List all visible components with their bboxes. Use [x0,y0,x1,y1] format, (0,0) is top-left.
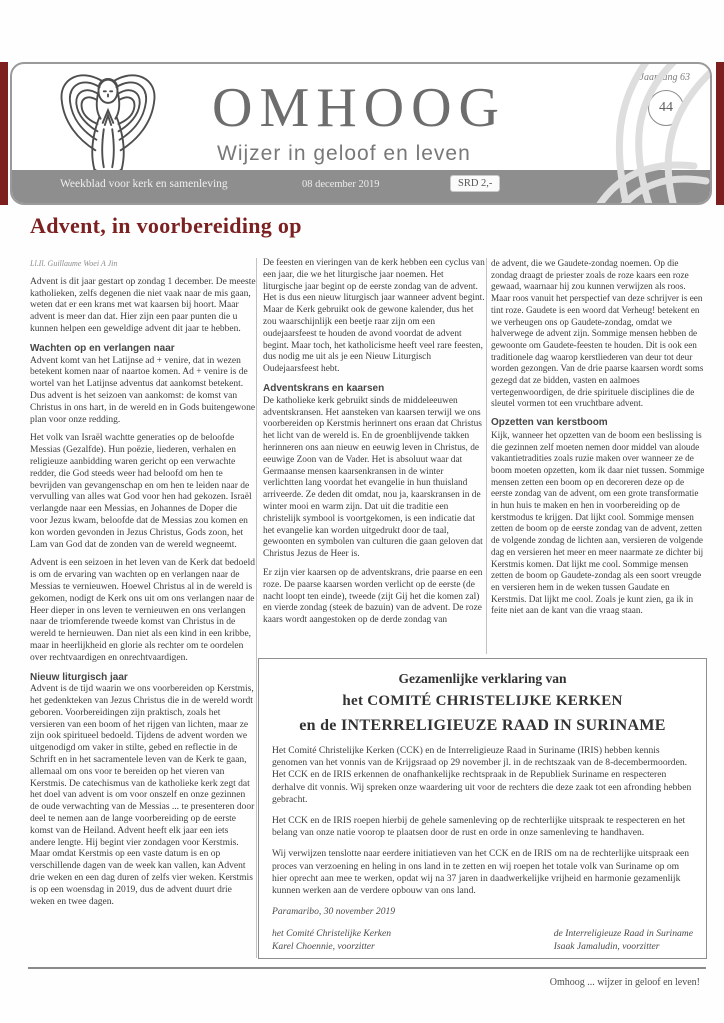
tagline: Weekblad voor kerk en samenleving [60,178,228,190]
paragraph: Het volk van Israël wachtte generaties op de beloofde Messias (Gezalfde). Hun poëzie, liederen, verhalen en religieuze aanbidding waren gericht op een verwachte redder, die God steeds weer had beloofd om hen te bevrijden van gevangenschap en om hen te leiden naar de vervulling van alles wat God voor hen had gekozen. Israël verlangde naar een Messias, en Johannes de Doper die voor Jezus kwam, beloofde dat de Messias zou komen en kon worden gevonden in Jezus Christus, Gods zoon, het Lam van God dat de zonden van de wereld wegneemt. [30,433,252,550]
masthead [10,62,712,205]
statement-place-date: Paramaribo, 30 november 2019 [272,906,396,918]
issue-date: 08 december 2019 [302,179,380,190]
article-column-2 [263,258,485,656]
wings-watermark-icon [532,64,712,205]
statement-title-line2: het COMITÉ CHRISTELIJKE KERKEN [342,693,623,709]
paragraph: de advent, die we Gaudete-zondag noemen. Op die zondag draagt de priester zoals de roze kaars een roze gewaad, waarnaar hij zou kunnen verwijzen als roos. Maar roos vanuit het perspectief van deze schrijver is een tint roze. Gaudete is een woord dat Verheug! betekent en we verheugen ons op Gaudete-zondag, omdat we halverwege de advent zijn. Sommige mensen hebben de gewoonte om Gaudete-feesten te houden. Dit is ook een traditionele dag waarop kerstliederen van deur tot deur worden gezongen. Van de drie paarse kaarsen wordt soms gezegd dat ze bidden, vasten en aalmoes vertegenwoordigen, de drie spirituele disciplines die de sleutel vormen tot een vruchtbare advent. [491,258,704,409]
price-badge: SRD 2,- [450,175,500,192]
volume-label: Jaargang 63 [639,72,690,83]
paragraph: Advent is de tijd waarin we ons voorbereiden op Kerstmis, het gedenkteken van Jezus Christus die in de wereld wordt geboren. Voorbereidingen zijn praktisch, zoals het versieren van een boom of het rijgen van lichten, maar ze zijn ook spiritueel bedoeld. Tijdens de advent worden we uitgenodigd om vaker in stilte, gebed en reflectie in de Schrift en in het sacramentele leven van de Kerk te gaan, allemaal om ons voor te bereiden op het vieren van Kerstmis. De catechismus van de katholieke kerk zegt dat het doel van advent is om voor onszelf en onze gezinnen de oude verwachting van de Messias ... te presenteren door deel te nemen aan de lange voorbereiding op de eerste komst van de Heiland. Advent heeft elk jaar een iets andere lengte. Hij begint vier zondagen voor Kerstmis. Maar omdat Kerstmis op een vaste datum is en op verschillende dagen van de week kan vallen, kan Advent drie weken en een dag duren of zelfs vier weken. Kerstmis is op een woensdag in 2019, dus de advent duurt drie weken en twee dagen. [30,684,255,907]
right-accent-bar [716,62,724,205]
signature-name: Karel Choennie, voorzitter [272,941,375,953]
paragraph: De katholieke kerk gebruikt sinds de middeleeuwen adventskransen. Het aansteken van kaarsen terwijl we ons voorbereiden op Kerstmis herinnert ons eraan dat Christus het licht van de wereld is. En de groenblijvende takken herinneren ons aan nieuw en eeuwig leven in Christus, de eeuwige Zoon van de Vader. Het is absoluut waar dat Germaanse mensen kaarsenkransen in de winter verlichtten lang voordat het evangelie in hun thuisland arriveerde. Ze deden dit omdat, nou ja, kaarskransen in de winter mooi en warm zijn. Dat uit die traditie een christelijk symbool is voortgekomen, is een indicatie dat het evangelie kan worden uitgedrukt door de taal, gewoonten en symbolen van culturen die gaan geloven dat Christus Jezus de Heer is. [263,395,483,560]
paragraph: Advent is dit jaar gestart op zondag 1 december. De meeste katholieken, zelfs degenen die niet vaak naar de mis gaan, weten dat er een krans met wat kaarsen bij hoort. Maar advent is meer dan dat. Hier zijn een paar punten die u kunnen helpen een geweldige advent dit jaar te hebben. [30,276,256,334]
signature-org: de Interreligieuze Raad in Suriname [553,928,693,940]
section-heading: Nieuw liturgisch jaar [30,671,128,683]
statement-paragraph: Het CCK en de IRIS roepen hierbij de gehele samenleving op de rechterlijke uitspraak te respecteren en het belang van onze natie voorop te plaatsen door de rust en orde in onze samenleving te handhaven. [272,815,686,839]
article-byline: Ll.Il. Guillaume Woei A Jin [30,259,118,268]
statement-paragraph: Wij verwijzen tenslotte naar eerdere initiatieven van het CCK en de IRIS om na de rechterlijke uitspraak een proces van verzoening en heling in ons land in te zetten en wij roepen het totale volk van Suriname op om hier oprecht aan mee te werken, opdat wij na 37 jaren in daadwerkelijke vrijheid en harmonie gezamenlijk kunnen werken aan de verdere opbouw van ons land. [272,848,690,897]
signature-left [272,927,391,953]
statement-paragraph: Het Comité Christelijke Kerken (CCK) en de Interreligieuze Raad in Suriname (IRIS) hebben kennis genomen van het vonnis van de Krijgsraad op 29 november jl. in de rechtszaak van de 8-decembermoorden. Het CCK en de IRIS erkennen de onafhankelijke rechtspraak in de Republiek Suriname en respecteren derhalve dit vonnis. Wij spreken onze waardering uit voor de rechters die deze zaak tot een afronding hebben gebracht. [272,745,692,805]
article-column-3 [491,258,706,656]
article-headline: Advent, in voorbereiding op [30,213,302,238]
signature-name: Isaak Jamaludin, voorzitter [553,941,660,953]
article-column-1 [30,258,256,962]
section-heading: Adventskrans en kaarsen [263,382,385,394]
publication-subtitle: Wijzer in geloof en leven [217,142,471,165]
angel-logo [54,66,162,184]
footer-motto: Omhoog ... wijzer in geloof en leven! [549,977,700,988]
footer-rule [28,967,706,969]
paragraph: Advent is een seizoen in het leven van de Kerk dat bedoeld is om de ervaring van wachten op en verlangen naar de Messias te vernieuwen. Hoewel Christus al in de wereld is gekomen, nodigt de Kerk ons uit om ons verlangen naar de Heer dieper in ons leven te vernieuwen en ons verlangen naar de triomferende tweede komst van Christus in de wereld te hernieuwen. Dan niet als een kind in een kribbe, maar in heerlijkheid en glorie als rechter om te oordelen over rechtvaardigen en onrechtvaardigen. [30,558,256,663]
left-accent-bar [0,62,8,205]
statement-signatures [272,927,693,953]
joint-statement-box [258,658,707,959]
signature-right [554,927,693,953]
signature-org: het Comité Christelijke Kerken [272,928,392,940]
section-heading: Opzetten van kerstboom [491,417,608,429]
section-heading: Wachten op en verlangen naar [30,342,175,354]
statement-title-line1: Gezamenlijke verklaring van [398,671,567,686]
paragraph: Kijk, wanneer het opzetten van de boom een beslissing is die gezinnen zelf moeten nemen door middel van aloude vakantietradities zoals ruzie maken over wanneer ze de boom moeten opzetten, kom ik daar niet tussen. Sommige mensen zetten een boom op en decoreren deze op de eerste zondag van de advent, om een grote transformatie in hun huis te maken en hen in voorbereiding op de kerstmodus te krijgen. Dat lijkt cool. Sommige mensen zetten de boom op de eerste zondag van de advent, zetten de volgende zondag de lichten aan, versieren de volgende dag en versieren het meer en meer naarmate ze dichter bij Kerstmis komen. Dat lijkt me cool. Sommige mensen zetten de boom op Gaudete-zondag als een soort vreugde en versieren hem in de weken tussen Gaudate en Kerstmis. Dat lijkt me cool. Zoals je kunt zien, ga ik in feite niet aan de kant van die vraag staan. [491,429,705,616]
issue-number-badge: 44 [648,90,684,126]
paragraph: De feesten en vieringen van de kerk hebben een cyclus van een jaar, die we het liturgische jaar noemen. Het liturgische jaar begint op de eerste zondag van de advent. Het is dus een nieuw liturgisch jaar wanneer advent begint. Maar de Kerk gebruikt ook de gewone kalender, dus het zou waarschijnlijk een beetje raar zijn om een oudejaarsfeest te houden de avond voordat de advent begint. Maar toch, het katholicisme heeft veel rare feesten, dus nodig me uit als je een Nieuw Liturgisch Oudejaarsfeest hebt. [263,258,485,375]
column-divider-1 [256,258,257,958]
paragraph: Advent komt van het Latijnse ad + venire, dat in wezen betekent komen naar of naartoe komen. Ad + venire is de wortel van het Latijnse adventus dat aankomst betekent. Dus advent is het seizoen van aankomst: de komst van Christus in ons hart, in de wereld en in Gods buitengewone plan voor onze redding. [30,355,256,425]
statement-title-line3: en de INTERRELIGIEUZE RAAD IN SURINAME [299,717,666,734]
column-divider-2 [486,258,487,654]
publication-title: OMHOOG [212,77,506,139]
paragraph: Er zijn vier kaarsen op de adventskrans, drie paarse en een roze. De paarse kaarsen worden verlicht op de eerste (de nacht loopt ten einde), tweede (zijt Gij het die komen zal) en vierde zondag (steek de bazuin) van de advent. De roze kaars wordt aangestoken op de derde zondag van [263,567,483,626]
